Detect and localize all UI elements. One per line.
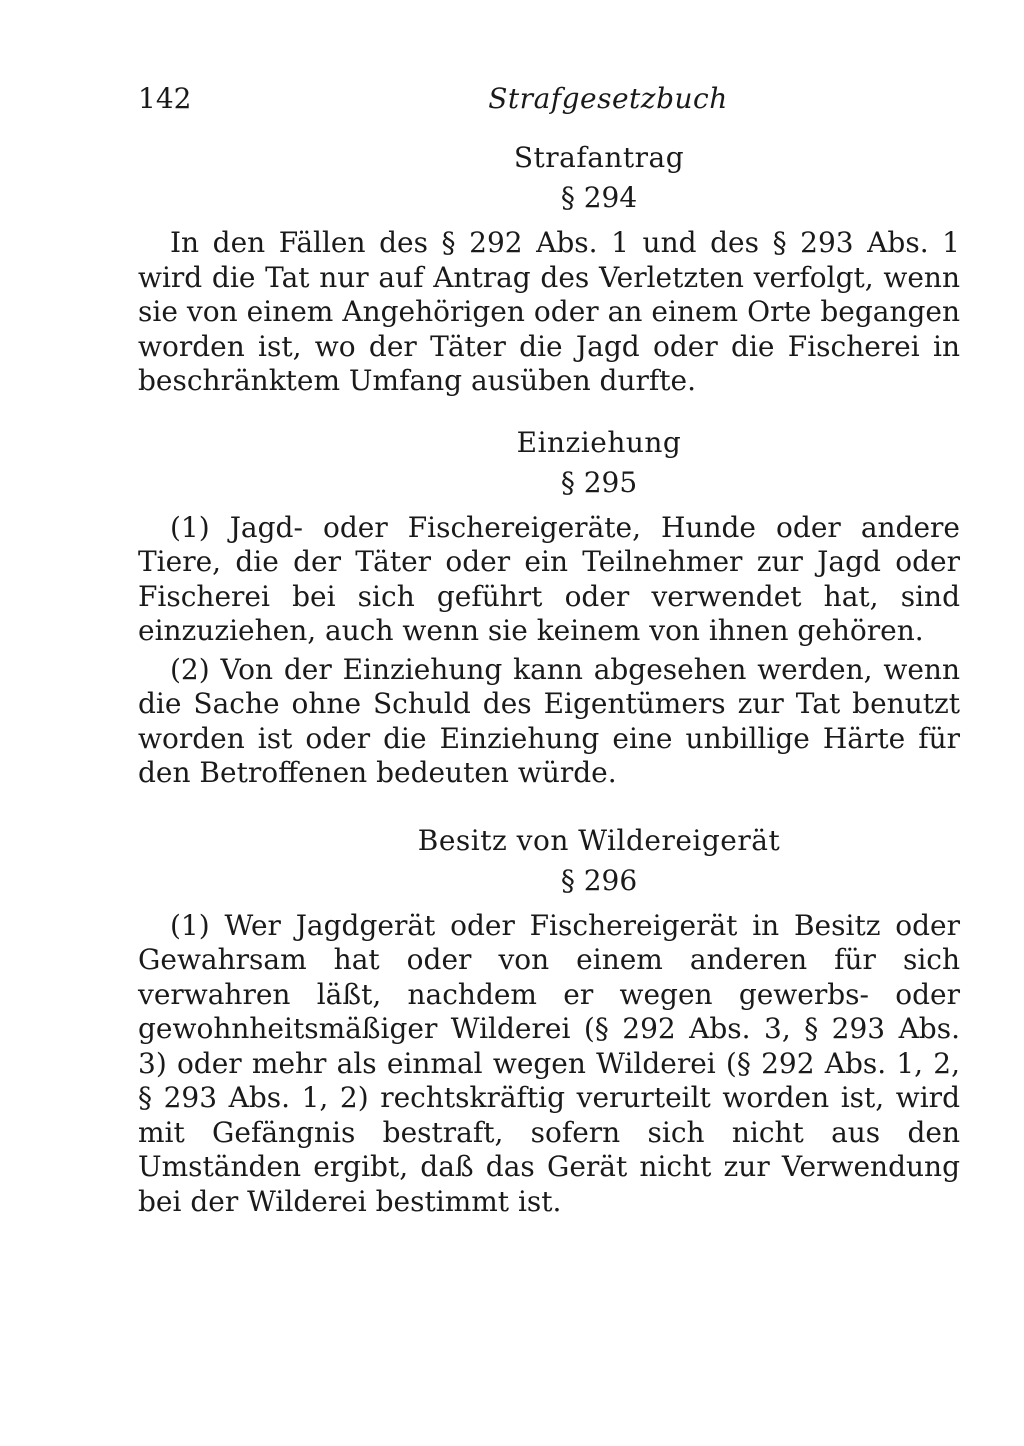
paragraph: In den Fällen des § 292 Abs. 1 und des § 293 Abs. 1 wird die Tat nur auf Antrag des Verletzten verfolgt, wenn sie von einem Angehörigen oder an einem Orte begangen worden ist, wo der Täter die Jagd oder die Fischerei in beschränktem Umfang ausüben durfte.: [138, 226, 960, 397]
document-page: [138, 0, 960, 1219]
section-heading: Besitz von Wildereigerät: [417, 823, 781, 857]
section-heading: Einziehung: [516, 425, 682, 459]
paragraph: (2) Von der Einziehung kann abgesehen werden, wenn die Sache ohne Schuld des Eigentümers zur Tat benutzt worden ist oder die Einziehung eine unbillige Härte für den Betroffenen bedeuten würde.: [138, 652, 960, 789]
running-head: [138, 82, 960, 142]
section-number: § 296: [560, 863, 638, 897]
section-294: [138, 138, 960, 399]
section-295: [138, 423, 960, 791]
section-heading: Strafantrag: [513, 141, 685, 174]
section-number: § 294: [560, 181, 638, 214]
section-number: § 295: [560, 465, 638, 499]
section-296: [138, 821, 960, 1220]
paragraph: (1) Wer Jagdgerät oder Fischereigerät in Besitz oder Gewahrsam hat oder von einem anderen für sich verwahren läßt, nachdem er wegen gewerbs- oder gewohnheitsmäßiger Wilderei (§ 292 Abs. 3, § 293 Abs. 3) oder mehr als einmal wegen Wilderei (§ 292 Abs. 1, 2, § 293 Abs. 1, 2) rechtskräftig verurteilt worden ist, wird mit Gefängnis bestraft, sofern sich nicht aus den Umständen ergibt, daß das Gerät nicht zur Verwendung bei der Wilderei bestimmt ist.: [138, 908, 960, 1218]
paragraph: (1) Jagd- oder Fischereigeräte, Hunde oder andere Tiere, die der Täter oder ein Teilnehmer zur Jagd oder Fischerei bei sich geführt oder verwendet hat, sind einzuziehen, auch wenn sie keinem von ihnen gehören.: [138, 510, 960, 647]
book-title: Strafgesetzbuch: [488, 82, 728, 115]
page-number: 142: [138, 82, 192, 115]
